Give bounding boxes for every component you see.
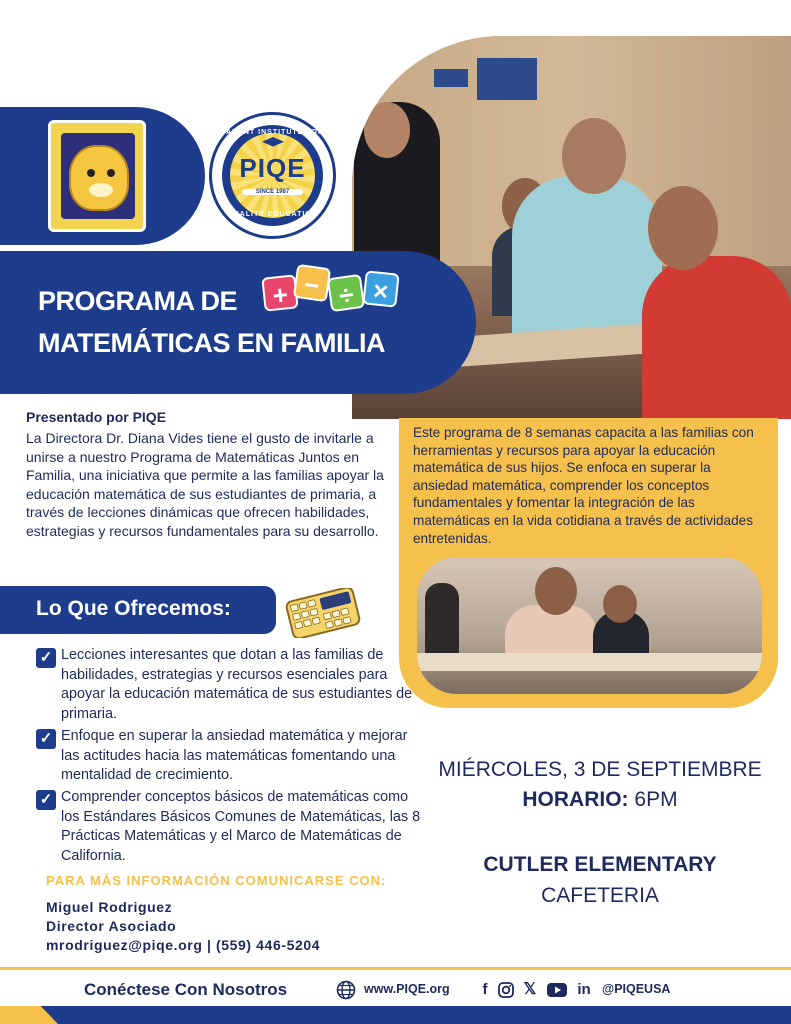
piqe-logo <box>209 112 336 239</box>
event-place: CUTLER ELEMENTARY <box>483 853 717 876</box>
piqe-since: SINCE 1987 <box>242 189 303 195</box>
event-time <box>409 788 791 812</box>
offer-item-text: Lecciones interesantes que dotan a las familias de habilidades, estrategias y recursos esenciales para apoyar la educación matemática de sus estudiantes de primaria. <box>61 647 413 722</box>
website-link[interactable]: www.PIQE.org <box>364 982 450 996</box>
social-handle[interactable]: @PIQEUSA <box>602 982 671 996</box>
offer-heading: Lo Que Ofrecemos: <box>36 597 231 620</box>
event-date: MIÉRCOLES, 3 DE SEPTIEMBRE <box>438 758 762 781</box>
page-title-line1: PROGRAMA DE <box>38 286 238 316</box>
title-banner <box>0 251 476 394</box>
facebook-icon[interactable]: f <box>482 981 488 998</box>
contact-role: Director Asociado <box>46 918 177 934</box>
globe-icon <box>336 980 356 1000</box>
footer-bar <box>0 1006 791 1024</box>
times-icon: × <box>362 270 399 307</box>
plus-icon: + <box>261 274 298 311</box>
piqe-arc-bottom: QUALITY EDUCATION <box>227 211 318 218</box>
checkbox-icon: ✓ <box>36 648 56 668</box>
piqe-arc-top: PARENT INSTITUTE FOR <box>220 129 325 136</box>
contact-name: Miguel Rodriguez <box>46 899 173 915</box>
cutler-logo <box>48 120 146 232</box>
divide-icon: ÷ <box>327 274 365 312</box>
program-description: Este programa de 8 semanas capacita a las familias con herramientas y recursos para apoyar la educación matemática de sus hijos. Se enfoca en superar la ansiedad matemática, comprender los conceptos fundamentales y fomentar la integración de las matemáticas en la vida cotidiana a través de actividades entretenidas. <box>413 425 754 546</box>
intro-heading: Presentado por PIQE <box>26 409 167 425</box>
contact-heading: PARA MÁS INFORMACIÓN COMUNICARSE CON: <box>46 873 387 888</box>
event-time-value: 6PM <box>634 788 678 811</box>
family-photo <box>417 557 762 694</box>
offer-item-text: Comprender conceptos básicos de matemáticas como los Estándares Básicos Comunes de Matemáticas, las 8 Prácticas Matemáticas y el Marco de Matemáticas de California. <box>61 789 421 864</box>
event-room: CAFETERIA <box>541 884 659 907</box>
checkbox-icon: ✓ <box>36 790 56 810</box>
minus-icon: − <box>293 264 331 302</box>
piqe-wordmark: PIQE <box>239 153 306 183</box>
calculator-icon <box>283 588 363 638</box>
offer-item-text: Enfoque en superar la ansiedad matemática y mejorar las actitudes hacia las matemáticas fomentando una mentalidad de crecimiento. <box>61 728 408 784</box>
footer-connect: Conéctese Con Nosotros <box>84 980 288 999</box>
x-icon[interactable]: 𝕏 <box>523 981 537 998</box>
contact-email-phone[interactable]: mrodriguez@piqe.org | (559) 446-5204 <box>46 937 321 953</box>
event-time-label: HORARIO: <box>522 788 629 811</box>
youtube-icon[interactable] <box>546 980 568 1000</box>
intro-body: La Directora Dr. Diana Vides tiene el gusto de invitarle a unirse a nuestro Programa de Matemáticas Juntos en Familia, una iniciativa que permite a las familias apoyar la educación matemática de sus estudiantes de primaria, a través de lecciones dinámicas que ofrecen habilidades, estrategias y recursos fundamentales para su desarrollo. <box>26 430 384 539</box>
page-title-line2: MATEMÁTICAS EN FAMILIA <box>38 328 385 358</box>
checkbox-icon: ✓ <box>36 729 56 749</box>
footer-divider <box>0 967 791 970</box>
linkedin-icon[interactable]: in <box>577 981 591 998</box>
mascot-icon <box>69 145 129 211</box>
instagram-icon[interactable] <box>497 980 515 1000</box>
